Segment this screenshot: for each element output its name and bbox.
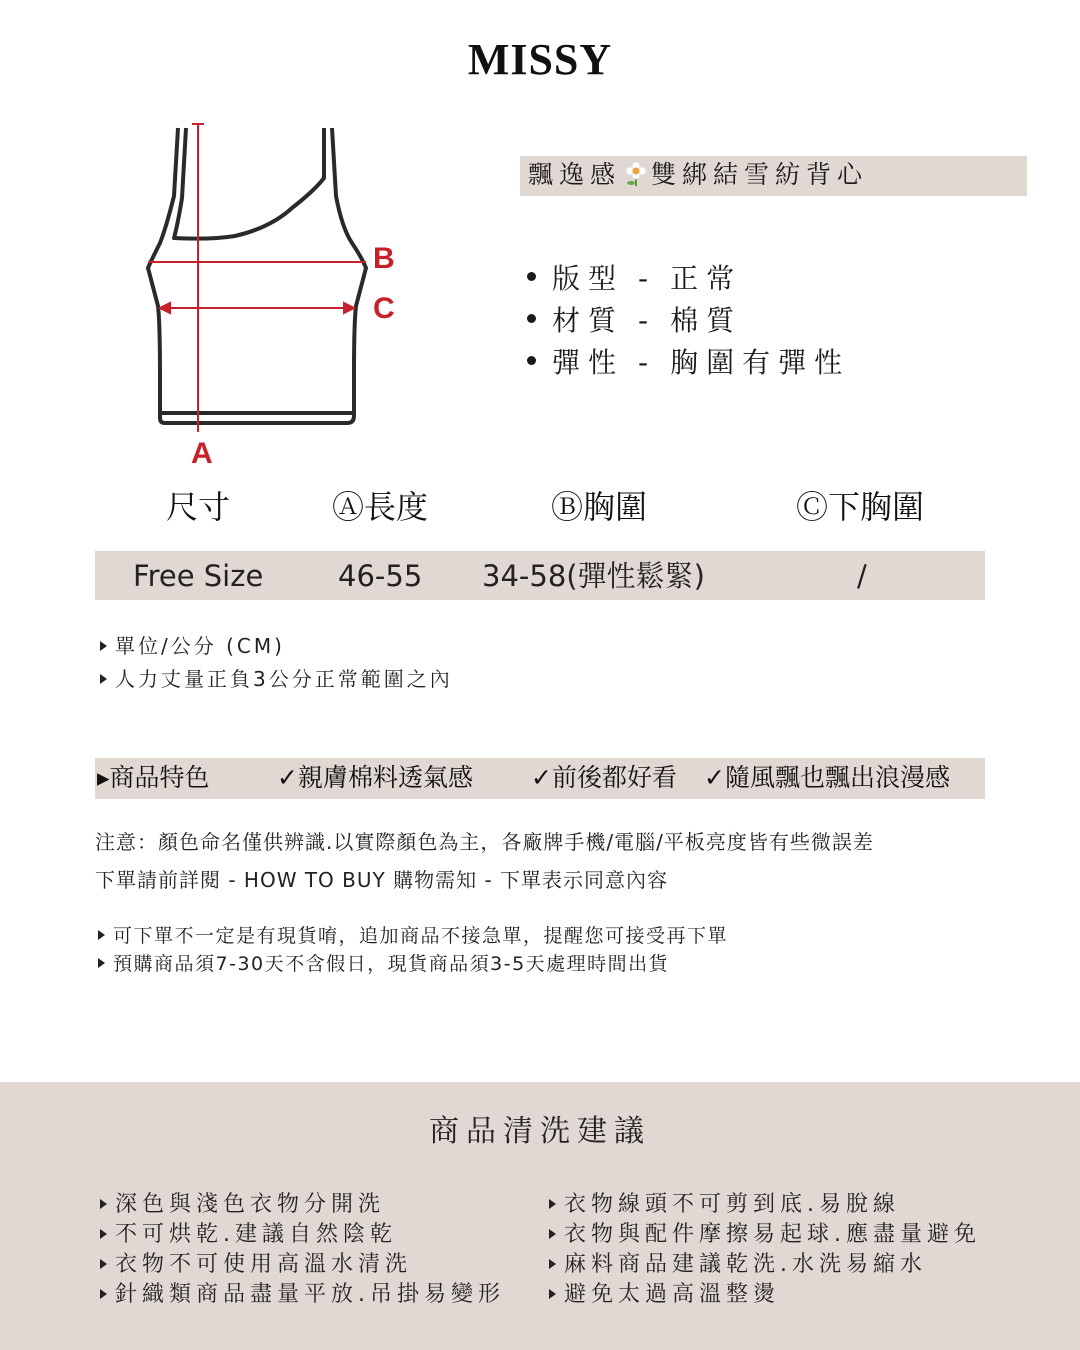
spec-item: 材質 - 棉質 (527, 303, 742, 339)
size-cell-underbust: / (857, 559, 867, 593)
triangle-bullet-icon (98, 958, 105, 968)
triangle-bullet-icon (100, 1289, 107, 1299)
bullet-icon (527, 272, 536, 281)
flower-icon (623, 161, 649, 187)
triangle-bullet-icon (549, 1199, 556, 1209)
garment-diagram (140, 118, 440, 478)
brand-logo: MISSY (467, 35, 613, 84)
unit-note: 人力丈量正負3公分正常範圍之內 (100, 665, 453, 693)
label-a: A (191, 437, 213, 470)
unit-note: 單位/公分 (CM) (100, 632, 285, 660)
wash-item: 麻料商品建議乾洗.水洗易縮水 (549, 1250, 927, 1280)
wash-item: 避免太過高溫整燙 (549, 1280, 780, 1310)
caution-note: 下單請前詳閱 - HOW TO BUY 購物需知 - 下單表示同意內容 (95, 868, 669, 892)
product-title-part2: 雙綁結雪紡背心 (651, 160, 869, 189)
table-header-underbust: Ⓒ下胸圍 (796, 488, 925, 526)
bullet-icon (527, 356, 536, 365)
wash-item: 針織類商品盡量平放.吊掛易變形 (100, 1280, 505, 1310)
triangle-bullet-icon (100, 641, 107, 651)
feature-item: ✓親膚棉料透氣感 (277, 763, 473, 792)
wash-item: 衣物不可使用高溫水清洗 (100, 1250, 412, 1280)
feature-item: ✓隨風飄也飄出浪漫感 (704, 763, 950, 792)
triangle-bullet-icon (100, 674, 107, 684)
table-header-size: 尺寸 (166, 488, 231, 526)
spec-item: 彈性 - 胸圍有彈性 (527, 345, 850, 381)
wash-item: 衣物線頭不可剪到底.易脫線 (549, 1190, 900, 1220)
product-title-part1: 飄逸感 (528, 160, 622, 189)
size-cell-size: Free Size (133, 559, 264, 593)
label-c: C (373, 292, 395, 325)
features-label: ▸商品特色 (97, 763, 210, 792)
wash-item: 深色與淺色衣物分開洗 (100, 1190, 385, 1220)
feature-item: ✓前後都好看 (531, 763, 677, 792)
bullet-icon (527, 314, 536, 323)
table-header-bust: Ⓑ胸圍 (551, 488, 648, 526)
product-title (528, 158, 868, 192)
caution-note: 注意：顏色命名僅供辨識.以實際顏色為主，各廠牌手機/電腦/平板亮度皆有些微誤差 (95, 830, 874, 854)
triangle-bullet-icon (100, 1229, 107, 1239)
triangle-bullet-icon (100, 1199, 107, 1209)
wash-item: 不可烘乾.建議自然陰乾 (100, 1220, 397, 1250)
tank-top-outline (148, 128, 366, 423)
size-cell-bust: 34-58(彈性鬆緊) (482, 559, 705, 593)
spec-item: 版型 - 正常 (527, 261, 742, 297)
triangle-bullet-icon (549, 1229, 556, 1239)
order-note: 預購商品須7-30天不含假日，現貨商品須3-5天處理時間出貨 (98, 950, 669, 978)
triangle-bullet-icon (98, 930, 105, 940)
table-header-length: Ⓐ長度 (332, 488, 429, 526)
label-b: B (373, 242, 395, 275)
order-note: 可下單不一定是有現貨唷，追加商品不接急單，提醒您可接受再下單 (98, 922, 728, 950)
triangle-bullet-icon (549, 1289, 556, 1299)
wash-title: 商品清洗建議 (429, 1114, 651, 1149)
triangle-bullet-icon (100, 1259, 107, 1269)
triangle-bullet-icon (549, 1259, 556, 1269)
wash-item: 衣物與配件摩擦易起球.應盡量避免 (549, 1220, 981, 1250)
size-cell-length: 46-55 (338, 559, 423, 593)
